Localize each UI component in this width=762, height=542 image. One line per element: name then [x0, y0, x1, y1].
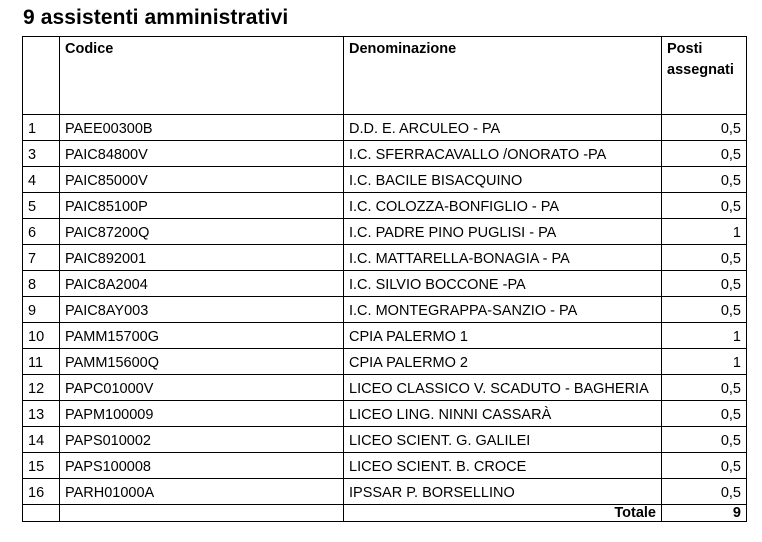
row-number: 4: [23, 167, 60, 193]
table-row: [23, 297, 747, 323]
row-denominazione: IPSSAR P. BORSELLINO: [344, 479, 662, 505]
row-posti: 0,5: [662, 453, 747, 479]
table-header-row: [23, 37, 747, 115]
row-posti: 0,5: [662, 427, 747, 453]
row-codice: PAMM15700G: [60, 323, 344, 349]
row-denominazione: LICEO SCIENT. B. CROCE: [344, 453, 662, 479]
table-row: [23, 141, 747, 167]
row-number: 9: [23, 297, 60, 323]
row-denominazione: CPIA PALERMO 2: [344, 349, 662, 375]
column-header-codice: Codice: [60, 37, 344, 115]
page-title: 9 assistenti amministrativi: [23, 6, 289, 29]
row-number: 7: [23, 245, 60, 271]
row-posti: 1: [662, 323, 747, 349]
table-row: [23, 219, 747, 245]
row-codice: PAIC892001: [60, 245, 344, 271]
table-row: [23, 245, 747, 271]
row-posti: 0,5: [662, 141, 747, 167]
total-row: [23, 505, 747, 522]
row-number: 8: [23, 271, 60, 297]
row-number: 16: [23, 479, 60, 505]
row-posti: 0,5: [662, 297, 747, 323]
row-number: 13: [23, 401, 60, 427]
row-codice: PAIC84800V: [60, 141, 344, 167]
table-row: [23, 115, 747, 141]
row-denominazione: I.C. COLOZZA-BONFIGLIO - PA: [344, 193, 662, 219]
row-posti: 0,5: [662, 479, 747, 505]
row-denominazione: CPIA PALERMO 1: [344, 323, 662, 349]
row-codice: PAMM15600Q: [60, 349, 344, 375]
column-header-denominazione: Denominazione: [344, 37, 662, 115]
row-posti: 0,5: [662, 193, 747, 219]
row-denominazione: LICEO CLASSICO V. SCADUTO - BAGHERIA: [344, 375, 662, 401]
total-label: Totale: [344, 505, 662, 522]
row-posti: 0,5: [662, 245, 747, 271]
row-codice: PARH01000A: [60, 479, 344, 505]
row-posti: 0,5: [662, 271, 747, 297]
row-posti: 1: [662, 219, 747, 245]
row-number: 15: [23, 453, 60, 479]
row-denominazione: LICEO LING. NINNI CASSARÀ: [344, 401, 662, 427]
table-body: [23, 115, 747, 505]
row-posti: 0,5: [662, 375, 747, 401]
table-row: [23, 453, 747, 479]
row-posti: 1: [662, 349, 747, 375]
row-codice: PAPS010002: [60, 427, 344, 453]
row-denominazione: I.C. MONTEGRAPPA-SANZIO - PA: [344, 297, 662, 323]
table-row: [23, 271, 747, 297]
row-denominazione: I.C. PADRE PINO PUGLISI - PA: [344, 219, 662, 245]
table-row: [23, 193, 747, 219]
row-denominazione: I.C. SFERRACAVALLO /ONORATO -PA: [344, 141, 662, 167]
row-number: 11: [23, 349, 60, 375]
row-posti: 0,5: [662, 167, 747, 193]
row-codice: PAPC01000V: [60, 375, 344, 401]
table-row: [23, 375, 747, 401]
row-codice: PAPS100008: [60, 453, 344, 479]
total-empty-cell: [60, 505, 344, 522]
table-row: [23, 427, 747, 453]
row-number: 3: [23, 141, 60, 167]
assignment-table: [22, 36, 747, 522]
row-codice: PAEE00300B: [60, 115, 344, 141]
row-denominazione: I.C. MATTARELLA-BONAGIA - PA: [344, 245, 662, 271]
row-denominazione: D.D. E. ARCULEO - PA: [344, 115, 662, 141]
column-header-posti: Posti assegnati: [662, 37, 747, 115]
table-row: [23, 167, 747, 193]
row-number: 5: [23, 193, 60, 219]
row-number: 6: [23, 219, 60, 245]
row-number: 14: [23, 427, 60, 453]
total-value: 9: [662, 505, 747, 522]
row-codice: PAIC85100P: [60, 193, 344, 219]
table-row: [23, 323, 747, 349]
row-posti: 0,5: [662, 115, 747, 141]
row-codice: PAIC8AY003: [60, 297, 344, 323]
column-header-num: [23, 37, 60, 115]
row-number: 1: [23, 115, 60, 141]
row-number: 10: [23, 323, 60, 349]
total-empty-cell: [23, 505, 60, 522]
row-denominazione: LICEO SCIENT. G. GALILEI: [344, 427, 662, 453]
table-row: [23, 479, 747, 505]
row-posti: 0,5: [662, 401, 747, 427]
row-codice: PAPM100009: [60, 401, 344, 427]
table-row: [23, 349, 747, 375]
row-denominazione: I.C. BACILE BISACQUINO: [344, 167, 662, 193]
table-row: [23, 401, 747, 427]
row-codice: PAIC8A2004: [60, 271, 344, 297]
row-number: 12: [23, 375, 60, 401]
row-denominazione: I.C. SILVIO BOCCONE -PA: [344, 271, 662, 297]
row-codice: PAIC87200Q: [60, 219, 344, 245]
row-codice: PAIC85000V: [60, 167, 344, 193]
